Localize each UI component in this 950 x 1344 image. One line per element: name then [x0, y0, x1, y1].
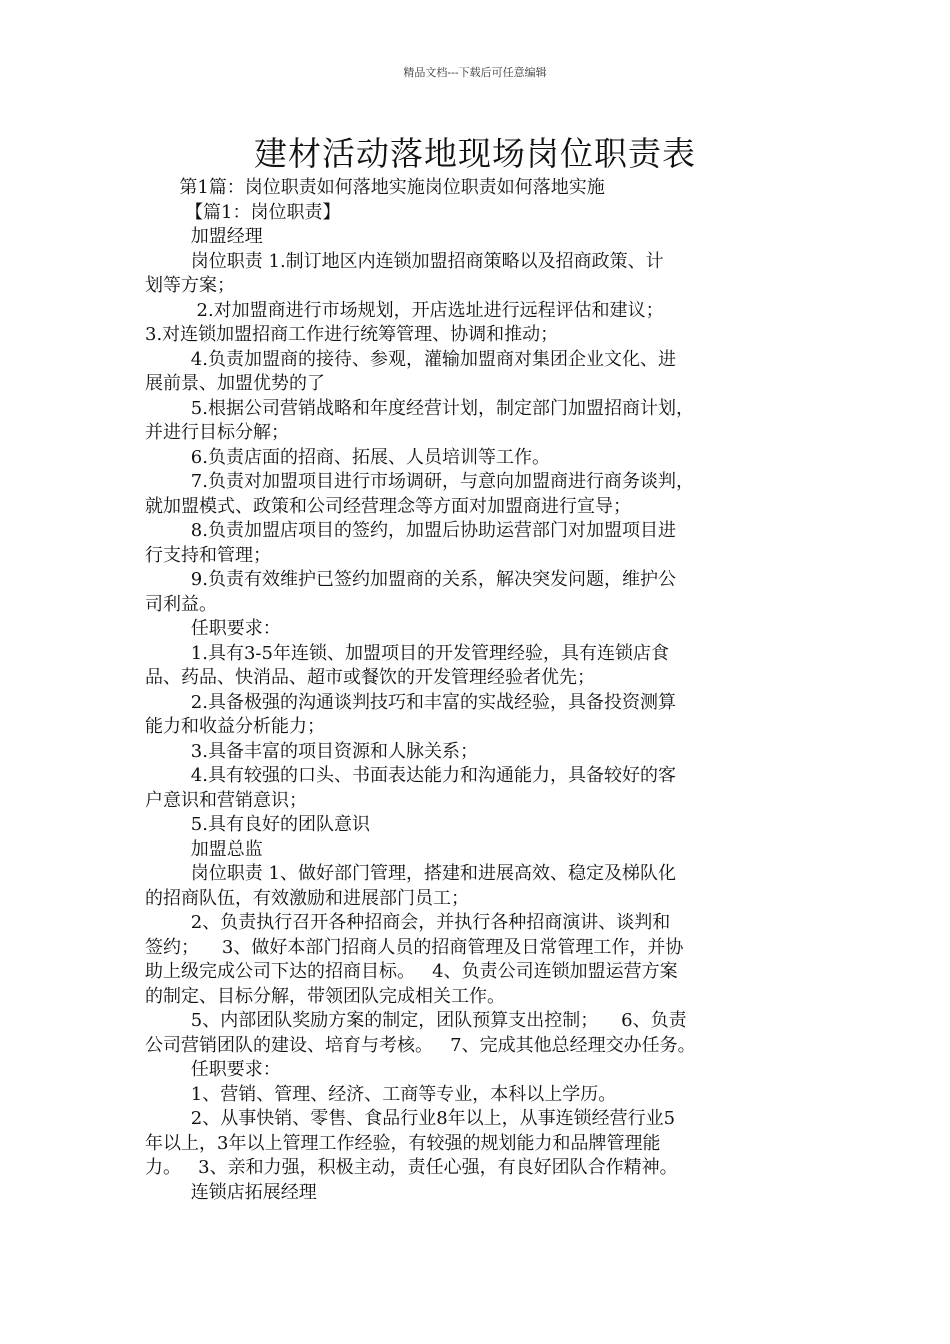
body-line: 能力和收益分析能力；: [145, 716, 325, 737]
body-line: 2、负责执行召开各种招商会，并执行各种招商演讲、谈判和: [145, 912, 671, 933]
body-line: 5、内部团队奖励方案的制定，团队预算支出控制； 6、负责: [145, 1010, 687, 1031]
body-line: 9.负责有效维护已签约加盟商的关系，解决突发问题，维护公: [145, 569, 676, 590]
body-line: 2.对加盟商进行市场规划，开店选址进行远程评估和建议；: [145, 299, 664, 321]
body-line: 展前景、加盟优势的了: [145, 373, 325, 394]
body-line: 加盟经理: [145, 226, 263, 247]
body-line: 助上级完成公司下达的招商目标。 4、负责公司连锁加盟运营方案: [145, 961, 678, 982]
body-line: 年以上，3年以上管理工作经验，有较强的规划能力和品牌管理能: [145, 1132, 661, 1154]
body-line: 1、营销、管理、经济、工商等专业，本科以上学历。: [145, 1083, 617, 1105]
body-line: 6.负责店面的招商、拓展、人员培训等工作。: [145, 446, 550, 468]
body-line: 5.具有良好的团队意识: [145, 814, 370, 835]
body-line: 的招商队伍，有效激励和进展部门员工；: [145, 887, 469, 909]
body-line: 2.具备极强的沟通谈判技巧和丰富的实战经验，具备投资测算: [145, 691, 676, 713]
document-body: [145, 176, 811, 1205]
body-line: 并进行目标分解；: [145, 422, 289, 443]
body-line: 力。 3、亲和力强，积极主动，责任心强，有良好团队合作精神。: [145, 1157, 678, 1178]
body-line: 8.负责加盟店项目的签约，加盟后协助运营部门对加盟项目进: [145, 520, 676, 541]
document-title: 建材活动落地现场岗位职责表: [254, 134, 696, 173]
body-line: 品、药品、快消品、超市或餐饮的开发管理经验者优先；: [145, 667, 595, 688]
body-line: 2、从事快销、零售、食品行业8年以上，从事连锁经营行业5: [145, 1108, 676, 1129]
body-line: 公司营销团队的建设、培育与考核。 7、完成其他总经理交办任务。: [145, 1034, 696, 1056]
body-line: 1.具有3-5年连锁、加盟项目的开发管理经验，具有连锁店食: [145, 642, 669, 664]
body-line: 划等方案；: [145, 275, 235, 296]
body-line: 【篇1：岗位职责】: [145, 201, 341, 223]
body-line: 5.根据公司营销战略和年度经营计划，制定部门加盟招商计划，: [145, 397, 694, 419]
body-line: 就加盟模式、政策和公司经营理念等方面对加盟商进行宣导；: [145, 495, 631, 517]
body-line: 行支持和管理；: [145, 544, 271, 566]
body-line: 岗位职责 1.制订地区内连锁加盟招商策略以及招商政策、计: [145, 250, 664, 272]
body-line: 加盟总监: [145, 838, 263, 860]
body-line: 3.对连锁加盟招商工作进行统筹管理、协调和推动；: [145, 324, 559, 345]
body-line: 户意识和营销意识；: [145, 789, 307, 811]
body-line: 任职要求：: [145, 618, 281, 639]
body-line: 3.具备丰富的项目资源和人脉关系；: [145, 740, 478, 762]
body-line: 第1篇：岗位职责如何落地实施岗位职责如何落地实施: [145, 177, 605, 198]
body-line: 签约； 3、做好本部门招商人员的招商管理及日常管理工作，并协: [145, 936, 684, 958]
body-line: 司利益。: [145, 593, 217, 615]
body-line: 7.负责对加盟项目进行市场调研，与意向加盟商进行商务谈判，: [145, 471, 694, 492]
body-line: 4.负责加盟商的接待、参观，灌输加盟商对集团企业文化、进: [145, 348, 676, 370]
body-line: 任职要求：: [145, 1059, 281, 1080]
header-note: 精品文档---下载后可任意编辑: [403, 66, 547, 79]
body-line: 连锁店拓展经理: [145, 1181, 317, 1203]
body-line: 岗位职责 1、做好部门管理，搭建和进展高效、稳定及梯队化: [145, 863, 676, 884]
body-line: 4.具有较强的口头、书面表达能力和沟通能力，具备较好的客: [145, 765, 676, 786]
body-line: 的制定、目标分解，带领团队完成相关工作。: [145, 985, 505, 1007]
